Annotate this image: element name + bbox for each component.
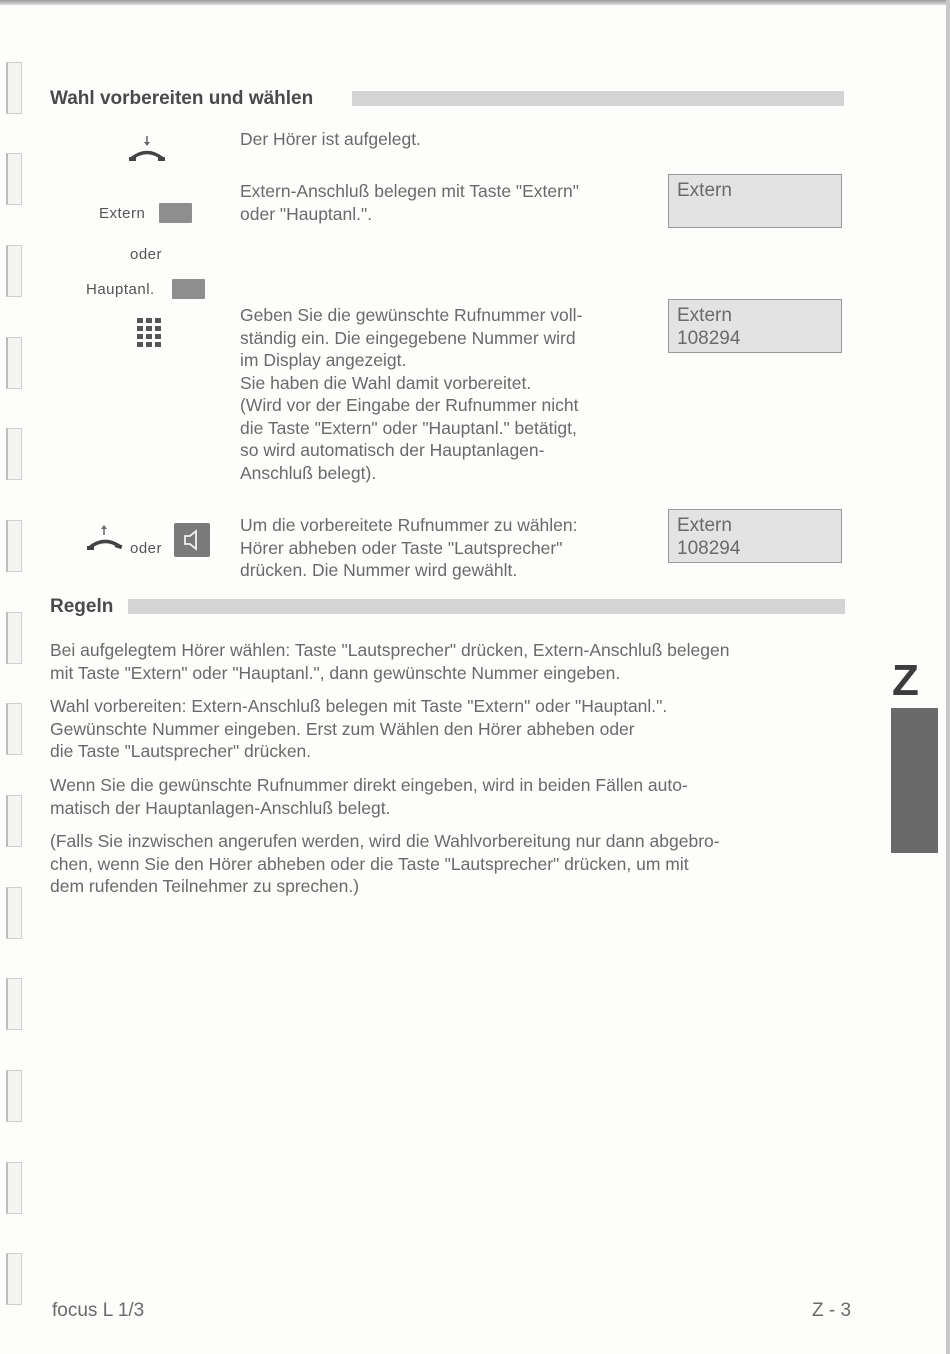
display-extern-number-dial: [668, 509, 842, 563]
binder-hole: [6, 1162, 22, 1214]
display-extern: [668, 174, 842, 228]
step1-text: Der Hörer ist aufgelegt.: [240, 129, 421, 149]
binder-hole: [6, 795, 22, 847]
display-line1: Extern: [677, 180, 732, 201]
footer-page-number: Z - 3: [812, 1300, 852, 1321]
step2-text: Extern-Anschluß belegen mit Taste "Extern" oder "Hauptanl.".: [240, 181, 579, 224]
binder-hole: [6, 1253, 22, 1305]
display-line2: 108294: [677, 328, 741, 349]
binder-hole: [6, 978, 22, 1030]
binder-hole: [6, 1070, 22, 1122]
display-line1: Extern: [677, 305, 732, 326]
binder-hole: [6, 887, 22, 939]
hauptanl-key[interactable]: [172, 279, 205, 299]
extern-key[interactable]: [159, 203, 192, 223]
speaker-icon[interactable]: [174, 523, 210, 557]
binder-hole: [6, 245, 22, 297]
binder-hole: [6, 703, 22, 755]
display-line2: 108294: [677, 538, 741, 559]
binder-hole: [6, 612, 22, 664]
binder-hole: [6, 337, 22, 389]
binder-hole: [6, 62, 22, 114]
step3-text: Geben Sie die gewünschte Rufnummer voll- ständig ein. Die eingegebene Nummer wird im Display angezeigt. Sie haben die Wahl damit vorbereitet. (Wird vor der Eingabe der Rufnummer nicht die Taste "Extern" oder "Hauptanl." betätigt, so wird automatisch der Hauptanlagen- Anschluß belegt).: [240, 305, 583, 483]
regeln-paragraph: (Falls Sie inzwischen angerufen werden, wird die Wahlvorbereitung nur dann abgebro- chen, wenn Sie den Hörer abheben oder die Taste "Lautsprecher" drücken, um mit dem rufenden Teilnehmer zu sprechen.): [50, 831, 720, 896]
section-title-bar: [352, 91, 844, 106]
binder-hole: [6, 153, 22, 205]
section-title-wahl: Wahl vorbereiten und wählen: [50, 88, 314, 109]
section-title-regeln: Regeln: [50, 596, 114, 617]
chapter-letter: Z: [892, 656, 919, 705]
page-right-edge: [946, 0, 950, 1354]
step4-text: Um die vorbereitete Rufnummer zu wählen: Hörer abheben oder Taste "Lautsprecher" drücken. Die Nummer wird gewählt.: [240, 515, 578, 580]
extern-key-label: Extern: [99, 205, 146, 222]
section-title-bar: [128, 599, 845, 614]
binder-hole: [6, 428, 22, 480]
page-top-edge: [0, 0, 950, 5]
display-line1: Extern: [677, 515, 732, 536]
regeln-paragraph: Wenn Sie die gewünschte Rufnummer direkt eingeben, wird in beiden Fällen auto- matisch der Hauptanlagen-Anschluß belegt.: [50, 775, 688, 818]
hauptanl-key-label: Hauptanl.: [86, 281, 155, 298]
handset-off-hook-icon: [86, 524, 126, 554]
footer-model: focus L 1/3: [52, 1300, 145, 1321]
chapter-tab: [891, 708, 938, 853]
oder-label: oder: [130, 246, 163, 263]
handset-on-hook-icon: [128, 134, 168, 166]
oder-label-step4: oder: [130, 540, 163, 557]
keypad-icon: [137, 318, 161, 348]
regeln-paragraph: Bei aufgelegtem Hörer wählen: Taste "Lautsprecher" drücken, Extern-Anschluß belegen mit Taste "Extern" oder "Hauptanl.", dann gewünschte Nummer eingeben.: [50, 640, 730, 683]
binder-hole: [6, 520, 22, 572]
regeln-paragraph: Wahl vorbereiten: Extern-Anschluß belegen mit Taste "Extern" oder "Hauptanl.". Gewünschte Nummer eingeben. Erst zum Wählen den Hörer abheben oder die Taste "Lautsprecher" drücken.: [50, 696, 668, 761]
display-extern-number: [668, 299, 842, 353]
